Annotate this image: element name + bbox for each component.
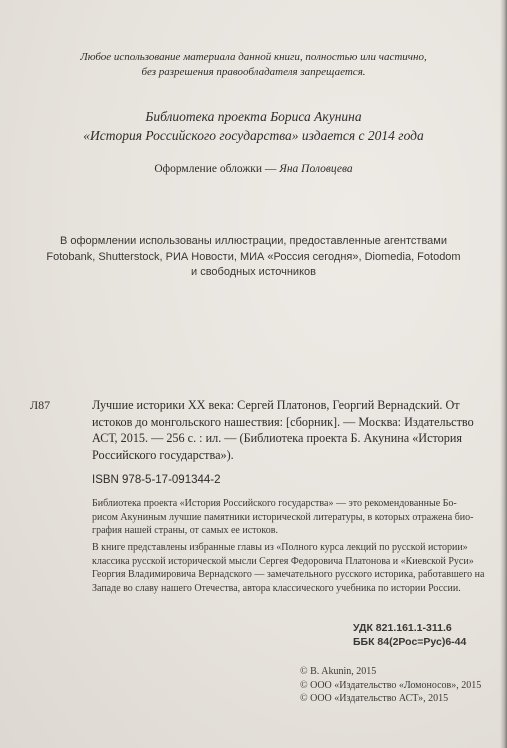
illustrations-credit xyxy=(0,234,507,281)
copyright-holder: © ООО «Издательство АСТ», 2015 xyxy=(300,693,449,704)
bibliographic-record-line: АСТ, 2015. — 256 с. : ил. — (Библиотека проекта Б. Акунина «История xyxy=(92,431,462,445)
annotation-line: Георгия Владимировича Вернадского — замечательного русского историка, работавшего на xyxy=(92,569,485,580)
illustrations-credit-line: и свободных источников xyxy=(191,266,316,278)
series-name: Библиотека проекта Бориса Акунина xyxy=(145,109,362,124)
cover-design-credit xyxy=(0,163,507,175)
illustrations-credit-line: В оформлении использованы иллюстрации, предоставленные агентствами xyxy=(59,235,447,247)
copyright-notice-line: Любое использование материала данной книги, полностью или частично, xyxy=(80,51,427,63)
annotation-line: Западе во славу нашего Отечества, автора классического учебника по истории России. xyxy=(92,582,461,594)
bbk-code: ББК 84(2Рос=Рус)6-44 xyxy=(353,636,467,648)
bibliographic-record-line: Лучшие историки XX века: Сергей Платонов, Георгий Вернадский. От xyxy=(92,398,460,412)
annotation-contents xyxy=(92,541,496,595)
illustrations-credit-line: Fotobank, Shutterstock, РИА Новости, МИА «Россия сегодня», Diomedia, Fotodom xyxy=(46,250,461,263)
isbn: ISBN 978-5-17-091344-2 xyxy=(92,474,221,486)
copyright-notice xyxy=(0,50,507,80)
copyright-holder: © ООО «Издательство «Ломоносов», 2015 xyxy=(300,679,482,691)
series-info xyxy=(0,107,507,145)
copyright-holders xyxy=(300,665,481,706)
annotation-line: рисом Акуниным лучшие памятники исторической литературы, в которых отражена био- xyxy=(92,511,474,523)
bibliographic-record-line: Российского государства»). xyxy=(92,447,234,462)
copyright-holder: © B. Akunin, 2015 xyxy=(300,666,377,677)
annotation-series xyxy=(92,497,496,538)
annotation-line: Библиотека проекта «История Российского государства» — это рекомендованные Бо- xyxy=(92,498,457,509)
series-subtitle: «История Российского государства» издается с 2014 года xyxy=(83,128,424,143)
bibliographic-record-line: истоков до монгольского нашествия: [сборник]. — Москва: Издательство xyxy=(92,414,474,429)
annotation-line: графия нашей страны, от самых ее истоков. xyxy=(92,525,278,536)
bibliographic-record xyxy=(92,397,492,463)
udk-code: УДК 821.161.1-311.6 xyxy=(353,622,452,634)
catalog-code: Л87 xyxy=(30,398,51,412)
cover-designer-name: Яна Половцева xyxy=(279,163,353,175)
annotation-line: классика русской исторической мысли Сергея Федоровича Платонова и «Киевской Руси» xyxy=(92,555,474,567)
classification-codes xyxy=(353,621,466,649)
cover-design-label: Оформление обложки — xyxy=(154,163,280,175)
annotation-line: В книге представлены избранные главы из «Полного курса лекций по русской истории» xyxy=(92,542,468,553)
copyright-notice-line: без разрешения правообладателя запрещается. xyxy=(141,66,366,78)
